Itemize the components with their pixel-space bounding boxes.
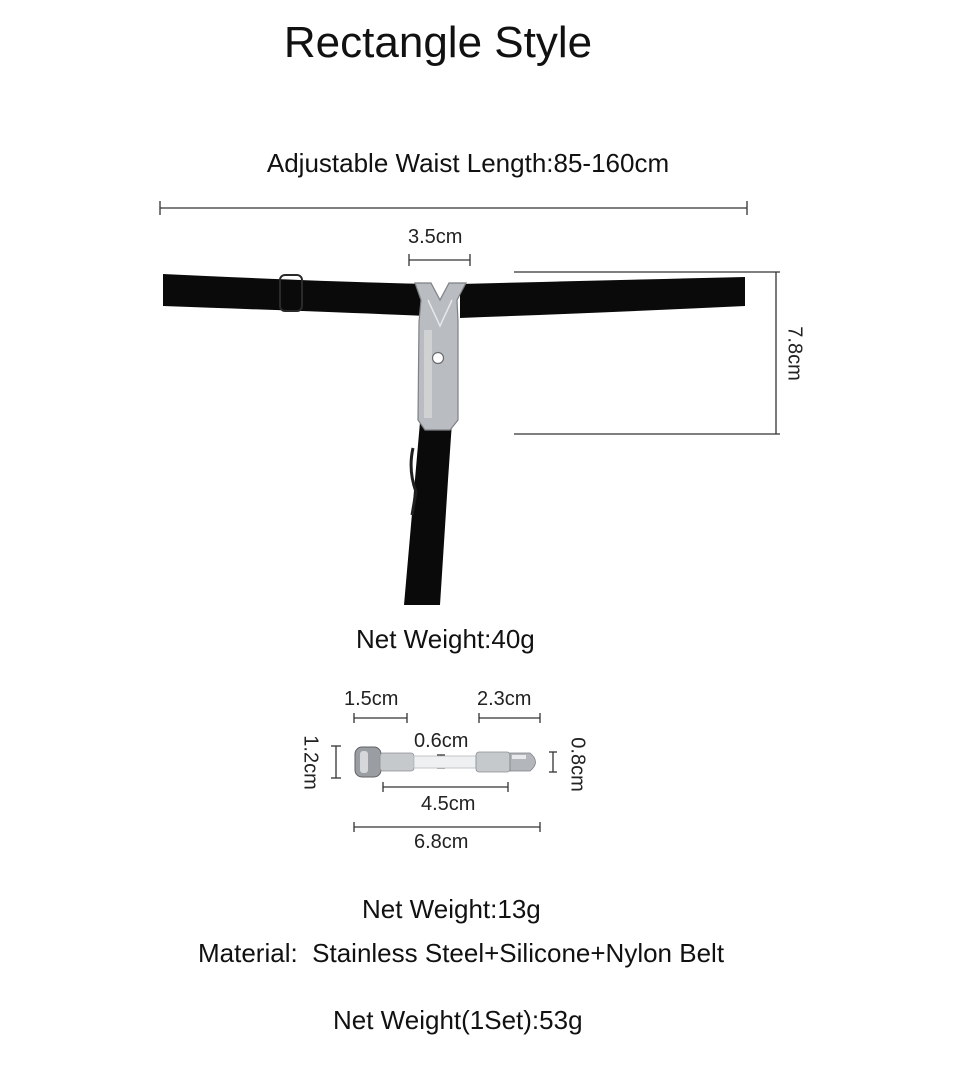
set-weight-label: Net Weight(1Set):53g <box>333 1005 583 1035</box>
belt-weight-label: Net Weight:40g <box>356 624 535 654</box>
head-length-label: 1.5cm <box>344 688 399 710</box>
head-diameter-label: 1.2cm <box>299 735 322 790</box>
tip-length-label: 2.3cm <box>477 688 532 710</box>
page-title: Rectangle Style <box>283 18 593 67</box>
height-label: 7.8cm <box>783 326 806 381</box>
width-dimension-line <box>409 254 470 266</box>
tip-diameter-label: 0.8cm <box>566 737 589 792</box>
mid-length-label: 4.5cm <box>421 793 476 815</box>
plug-weight-label: Net Weight:13g <box>362 894 541 924</box>
shaft-diameter-label: 0.6cm <box>414 730 469 752</box>
total-length-label: 6.8cm <box>414 831 469 853</box>
width-label: 3.5cm <box>408 226 463 248</box>
material-label: Material: Stainless Steel+Silicone+Nylon Belt <box>198 938 725 968</box>
waist-length-label: Adjustable Waist Length:85-160cm <box>266 148 670 178</box>
waist-dimension-line <box>160 201 747 215</box>
metal-plate <box>415 283 466 430</box>
crotch-strap <box>404 422 452 605</box>
